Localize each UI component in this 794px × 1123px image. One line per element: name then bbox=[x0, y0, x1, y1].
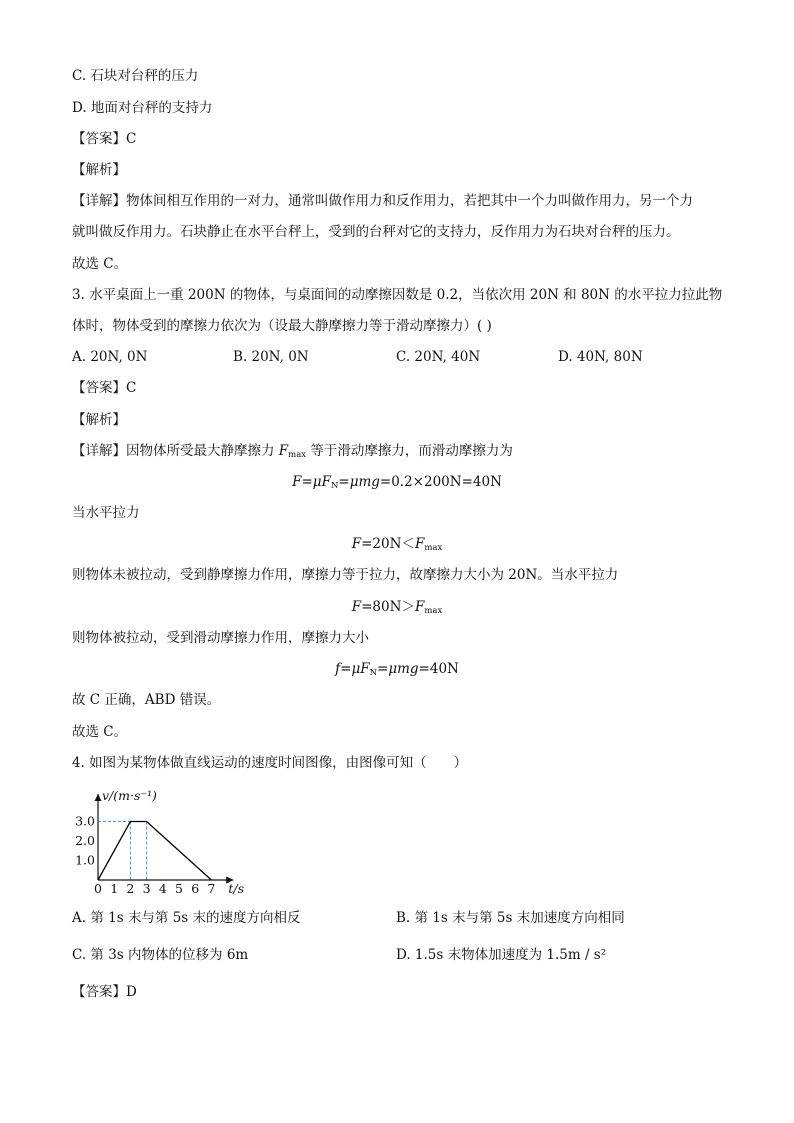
q3-answer bbox=[72, 378, 136, 398]
subscript-n: N bbox=[330, 481, 339, 491]
q4-option-c: C. 第 3s 内物体的位移为 6m bbox=[72, 947, 249, 963]
symbol-f: F bbox=[351, 536, 362, 552]
eq-mu-f: μF bbox=[312, 474, 331, 490]
eq-text: = bbox=[340, 661, 352, 677]
q2-analysis-tag: 【解析】 bbox=[72, 162, 126, 178]
detail-text: 因物体所受最大静摩擦力 bbox=[126, 443, 279, 459]
answer-tag: 【答案】 bbox=[72, 131, 126, 147]
eq-text: = bbox=[301, 474, 313, 490]
q4-option-a: A. 第 1s 末与第 5s 末的速度方向相反 bbox=[72, 910, 301, 926]
eq-mumg: μmg bbox=[388, 661, 419, 677]
eq-text: = bbox=[377, 661, 389, 677]
x-axis-label: t/s bbox=[228, 881, 245, 896]
y-tick-label: 2.0 bbox=[75, 833, 95, 848]
q3-stem-line2: 体时，物体受到的摩擦力依次为（设最大静摩擦力等于滑动摩擦力）( ) bbox=[72, 318, 492, 334]
q3-detail-line1 bbox=[72, 441, 513, 465]
symbol-f: F bbox=[278, 443, 289, 459]
symbol-small-f: f bbox=[335, 661, 341, 677]
detail-tag: 【详解】 bbox=[72, 193, 126, 209]
x-tick-label: 7 bbox=[207, 881, 216, 896]
y-axis-label: v/(m·s⁻¹) bbox=[102, 788, 157, 803]
answer-tag: 【答案】 bbox=[72, 380, 126, 396]
symbol-f: F bbox=[292, 474, 302, 490]
q3-option-c: C. 20N, 40N bbox=[396, 349, 481, 365]
x-tick-label: 3 bbox=[142, 881, 151, 896]
answer-value: D bbox=[126, 984, 137, 1000]
subscript-max: max bbox=[288, 450, 307, 460]
q3-analysis-tag: 【解析】 bbox=[72, 412, 126, 428]
subscript-n: N bbox=[369, 668, 378, 678]
detail-tag: 【详解】 bbox=[72, 443, 126, 459]
equation-f-80 bbox=[0, 597, 794, 621]
subscript-max: max bbox=[424, 543, 443, 553]
q3-text-pull1: 当水平拉力 bbox=[72, 505, 140, 521]
answer-value: C bbox=[126, 131, 137, 147]
y-tick-label: 3.0 bbox=[75, 813, 95, 829]
q3-conclusion: 故选 C。 bbox=[72, 724, 128, 740]
q4-option-d: D. 1.5s 末物体加速度为 1.5m / s² bbox=[396, 947, 607, 963]
equation-f-40 bbox=[0, 659, 794, 683]
q2-option-d: D. 地面对台秤的支持力 bbox=[72, 100, 213, 116]
q3-stem-line1: 3. 水平桌面上一重 200N 的物体，与桌面间的动摩擦因数是 0.2，当依次用 20N 和 80N 的水平拉力拉此物 bbox=[72, 287, 723, 303]
q3-text-correct: 故 C 正确，ABD 错误。 bbox=[72, 692, 221, 708]
q4-answer bbox=[72, 982, 137, 1002]
answer-value: C bbox=[126, 380, 137, 396]
eq-text: =20N＜ bbox=[361, 536, 415, 552]
q2-conclusion: 故选 C。 bbox=[72, 256, 128, 272]
velocity-series-line bbox=[98, 822, 211, 881]
q2-detail-line1 bbox=[72, 191, 693, 211]
velocity-time-chart bbox=[72, 784, 272, 896]
equation-f-20 bbox=[0, 534, 794, 558]
eq-mu-f: μF bbox=[351, 661, 370, 677]
eq-text: =40N bbox=[418, 661, 459, 677]
x-tick-label: 5 bbox=[175, 881, 183, 896]
q3-option-d: D. 40N, 80N bbox=[558, 349, 643, 365]
q3-text-static: 则物体未被拉动，受到静摩擦力作用，摩擦力等于拉力，故摩擦力大小为 20N。当水平拉力 bbox=[72, 567, 619, 583]
symbol-f: F bbox=[414, 536, 425, 552]
x-tick-label: 2 bbox=[126, 881, 135, 896]
eq-text: =0.2×200N=40N bbox=[379, 474, 502, 490]
q2-option-c: C. 石块对台秤的压力 bbox=[72, 68, 199, 84]
q2-answer bbox=[72, 129, 136, 149]
x-tick-label: 6 bbox=[191, 881, 200, 896]
q3-text-slide: 则物体被拉动，受到滑动摩擦力作用，摩擦力大小 bbox=[72, 630, 369, 646]
y-tick-label: 1.0 bbox=[75, 852, 95, 868]
symbol-f: F bbox=[351, 599, 362, 615]
eq-text: =80N＞ bbox=[361, 599, 415, 615]
eq-text: = bbox=[338, 474, 350, 490]
answer-tag: 【答案】 bbox=[72, 984, 126, 1000]
detail-text: 物体间相互作用的一对力，通常叫做作用力和反作用力，若把其中一个力叫做作用力，另一个力 bbox=[126, 193, 693, 209]
q3-option-b: B. 20N, 0N bbox=[233, 349, 309, 365]
x-tick-label: 1 bbox=[110, 881, 119, 896]
equation-friction bbox=[0, 472, 794, 496]
x-tick-label: 0 bbox=[94, 881, 102, 896]
q2-detail-line2: 就叫做反作用力。石块静止在水平台秤上，受到的台秤对它的支持力，反作用力为石块对台秤的压力。 bbox=[72, 224, 680, 240]
symbol-f: F bbox=[414, 599, 425, 615]
detail-text: 等于滑动摩擦力，而滑动摩擦力为 bbox=[306, 443, 513, 459]
eq-mumg: μmg bbox=[349, 474, 380, 490]
q4-stem: 4. 如图为某物体做直线运动的速度时间图像，由图像可知（ ） bbox=[72, 755, 468, 771]
q4-option-b: B. 第 1s 末与第 5s 末加速度方向相同 bbox=[396, 910, 625, 926]
q3-option-a: A. 20N, 0N bbox=[72, 349, 148, 365]
subscript-max: max bbox=[424, 606, 443, 616]
x-tick-label: 4 bbox=[158, 881, 167, 896]
